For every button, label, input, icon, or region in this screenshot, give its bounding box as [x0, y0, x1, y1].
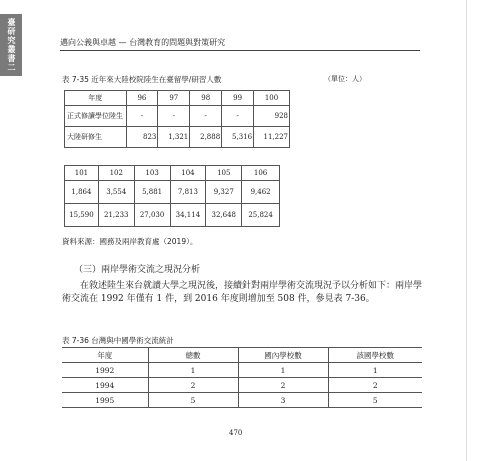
table-header-row	[65, 166, 280, 181]
table-row	[62, 378, 422, 393]
table-row	[62, 363, 422, 378]
table-header-cell: 101	[65, 166, 99, 181]
running-head: 邁向公義與卓越 — 台灣教育的問題與對策研究	[60, 38, 226, 47]
table-cell: 5	[148, 393, 238, 408]
table-cell: 5	[328, 393, 422, 408]
table-cell: 21,233	[98, 204, 134, 227]
body-paragraph: 在敘述陸生來台就讀大學之現況後，接續針對兩岸學術交流現況予以分析如下：兩岸學術交流在 1992 年僅有 1 件，到 2016 年度則增加至 508 件，參見表 7-36。	[62, 281, 423, 304]
row-label: 正式修讀學位陸生	[65, 106, 127, 127]
table-cell: -	[158, 106, 190, 127]
table-cell: 1,864	[65, 181, 99, 204]
table-cell: 5,881	[134, 181, 170, 204]
table-cell: 27,030	[134, 204, 170, 227]
table-cell: 1	[328, 363, 422, 378]
table-cell: 1995	[62, 393, 148, 408]
table-source-note: 資料來源：國務及兩岸教育處（2019）。	[62, 237, 198, 246]
table-cell: 1	[148, 363, 238, 378]
table-cell: 3	[238, 393, 328, 408]
table-cell: -	[126, 106, 158, 127]
table-header-row	[62, 348, 422, 363]
table-cell: 1,321	[158, 127, 190, 148]
table-row	[65, 127, 290, 148]
table-header-cell: 106	[242, 166, 280, 181]
table-cell: 2,888	[190, 127, 222, 148]
table-header-cell: 該國學校數	[328, 348, 422, 363]
table-7-35-part2	[64, 165, 280, 227]
table-cell: 2	[148, 378, 238, 393]
table-header-cell: 年度	[62, 348, 148, 363]
table-7-35-caption: 表 7-35 近年來大陸校院陸生在臺留學/研習人數	[62, 75, 222, 84]
table-cell: -	[190, 106, 222, 127]
table-cell: 1992	[62, 363, 148, 378]
table-7-36-caption: 表 7-36 台灣與中國學術交流統計	[62, 336, 174, 345]
table-cell: 3,554	[98, 181, 134, 204]
table-header-cell: 96	[126, 91, 158, 106]
table-header-row	[65, 91, 290, 106]
table-cell: 32,648	[206, 204, 242, 227]
page-edge-divider	[466, 0, 467, 461]
table-header-cell: 104	[170, 166, 206, 181]
table-cell: 2	[238, 378, 328, 393]
table-row	[65, 106, 290, 127]
table-header-cell: 年度	[65, 91, 127, 106]
table-cell: 9,462	[242, 181, 280, 204]
table-cell: 11,227	[254, 127, 290, 148]
table-cell: 2	[328, 378, 422, 393]
table-cell: 34,114	[170, 204, 206, 227]
table-cell: 5,316	[222, 127, 254, 148]
table-header-cell: 97	[158, 91, 190, 106]
table-row	[65, 204, 280, 227]
table-header-cell: 105	[206, 166, 242, 181]
table-cell: 15,590	[65, 204, 99, 227]
table-7-35-unit: （單位：人）	[324, 75, 366, 83]
page-number: 470	[229, 429, 243, 437]
table-7-36	[62, 347, 422, 408]
row-label: 大陸研修生	[65, 127, 127, 148]
table-cell: 1994	[62, 378, 148, 393]
table-cell: 7,813	[170, 181, 206, 204]
table-header-cell: 99	[222, 91, 254, 106]
table-header-cell: 102	[98, 166, 134, 181]
table-cell: 823	[126, 127, 158, 148]
section-heading: （三）兩岸學術交流之現況分析	[74, 265, 201, 275]
table-row	[65, 181, 280, 204]
table-header-cell: 98	[190, 91, 222, 106]
table-header-cell: 100	[254, 91, 290, 106]
table-cell: 25,824	[242, 204, 280, 227]
table-cell: 928	[254, 106, 290, 127]
table-7-35-part1	[64, 90, 290, 148]
table-header-cell: 總數	[148, 348, 238, 363]
table-header-cell: 103	[134, 166, 170, 181]
table-header-cell: 國內學校數	[238, 348, 328, 363]
table-cell: 1	[238, 363, 328, 378]
chapter-side-tab: 臺研究叢書二	[0, 14, 22, 76]
table-cell: 9,327	[206, 181, 242, 204]
table-row	[62, 393, 422, 408]
header-rule	[60, 50, 420, 51]
table-cell: -	[222, 106, 254, 127]
